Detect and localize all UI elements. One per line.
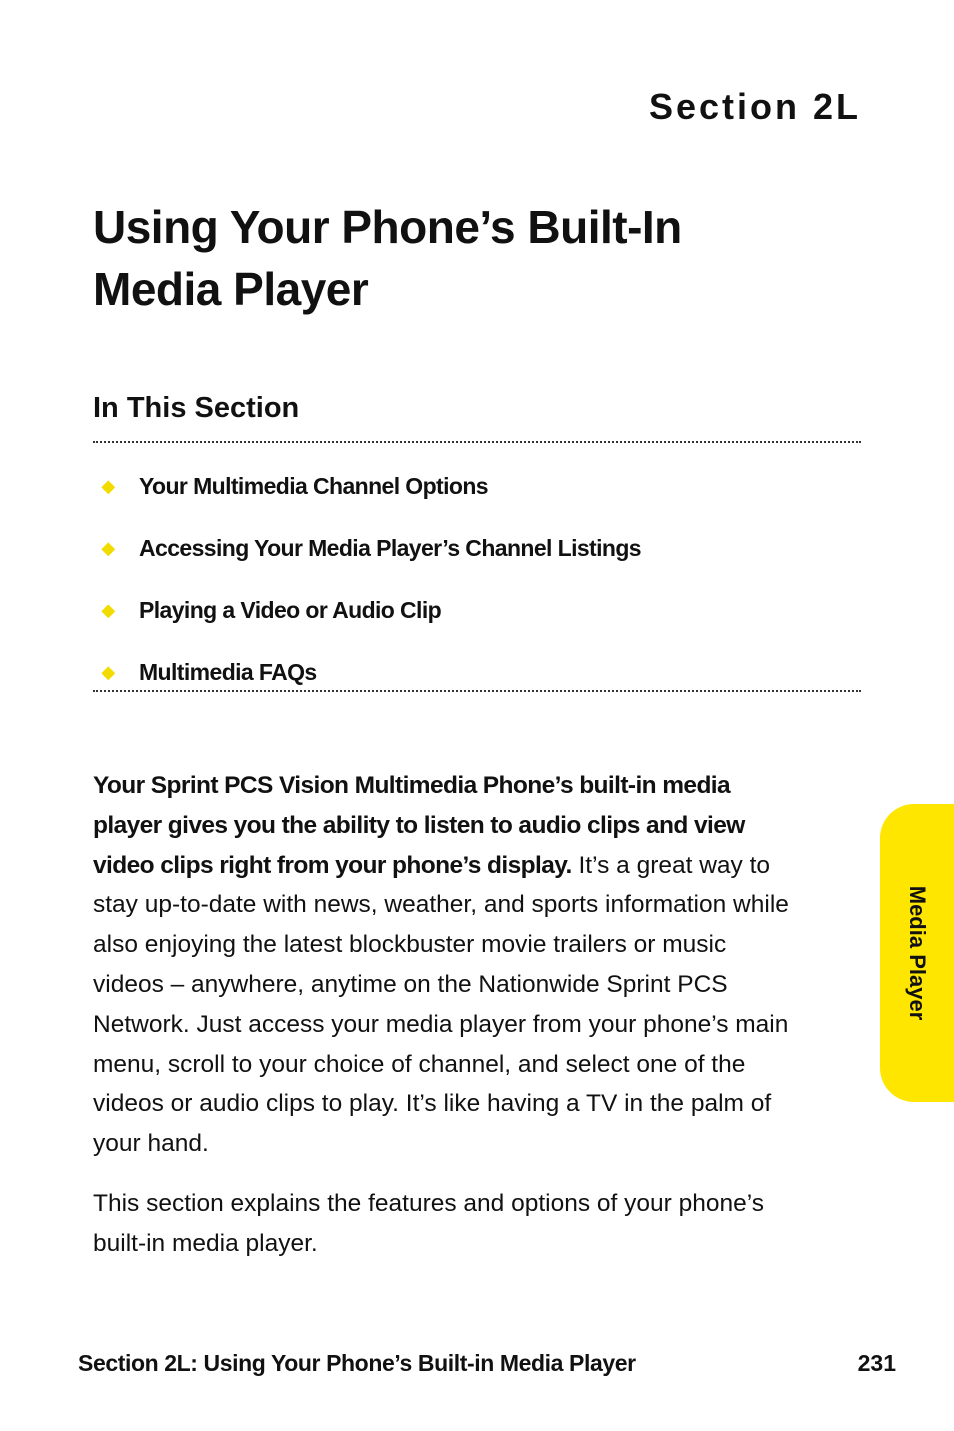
- diamond-bullet-icon: ◆: [101, 475, 115, 496]
- toc-top-divider: [93, 441, 861, 443]
- section-label: Section 2L: [648, 86, 861, 127]
- toc-item-label: Multimedia FAQs: [139, 658, 317, 685]
- diamond-bullet-icon: ◆: [101, 537, 115, 558]
- intro-body: It’s a great way to stay up-to-date with news, weather, and sports information while also enjoying the latest blockbuster movie trailers or music videos – anywhere, anytime on the Nationwide Sprint PCS Network. Just access your media player from your phone’s main menu, scroll to your choice of channel, and select one of the videos or audio clips to play. It’s like having a TV in the palm of your hand.: [93, 851, 789, 1158]
- toc-item: [93, 455, 861, 517]
- page-title: [93, 196, 853, 320]
- intro-paragraph: [93, 766, 793, 1164]
- summary-paragraph: This section explains the features and options of your phone’s built-in media player.: [93, 1190, 764, 1257]
- toc-item-label: Playing a Video or Audio Clip: [139, 596, 442, 623]
- toc-bottom-divider: [93, 690, 861, 692]
- toc-heading: In This Section: [93, 392, 300, 424]
- toc-list: [93, 455, 861, 703]
- footer-text: Section 2L: Using Your Phone’s Built-in Media Player: [78, 1350, 636, 1376]
- page-title-line-1: Using Your Phone’s Built-In: [93, 201, 682, 253]
- page-number: 231: [857, 1350, 896, 1376]
- toc-item: [93, 517, 861, 579]
- toc-item-label: Accessing Your Media Player’s Channel Listings: [139, 534, 641, 561]
- intro-bold-lead: Your Sprint PCS Vision Multimedia Phone’s built-in media player gives you the ability to listen to audio clips and view video clips right from your phone’s display.: [93, 772, 745, 879]
- diamond-bullet-icon: ◆: [101, 661, 115, 682]
- diamond-bullet-icon: ◆: [101, 599, 115, 620]
- toc-item: [93, 641, 861, 703]
- side-tab-label: Media Player: [905, 885, 930, 1021]
- toc-item-label: Your Multimedia Channel Options: [139, 472, 488, 499]
- toc-item: [93, 579, 861, 641]
- page-title-line-2: Media Player: [93, 263, 369, 315]
- side-tab: [880, 804, 954, 1102]
